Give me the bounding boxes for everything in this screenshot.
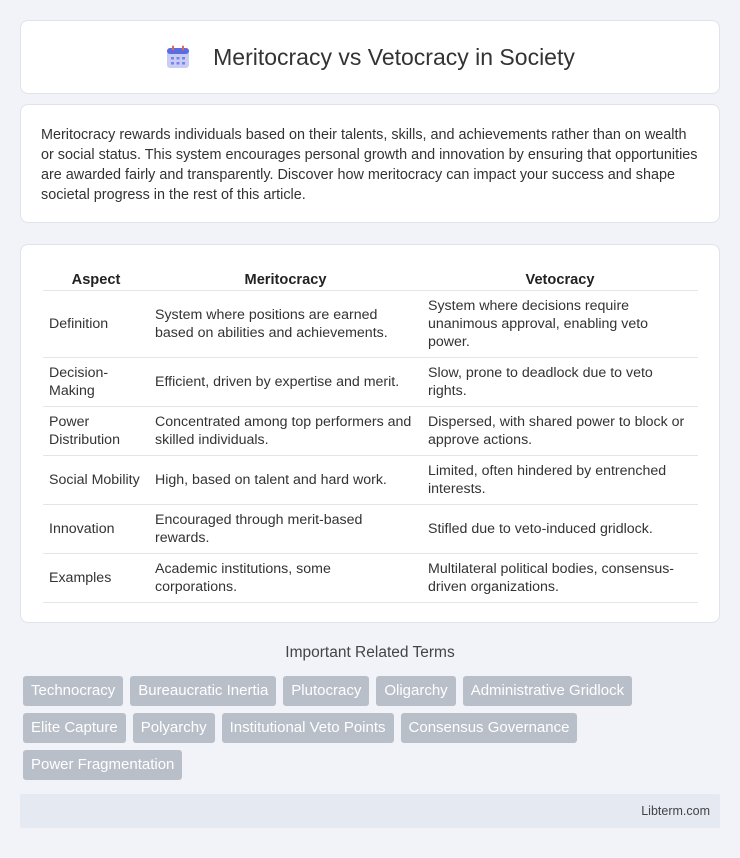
meritocracy-cell: High, based on talent and hard work. xyxy=(149,456,422,505)
header-meritocracy: Meritocracy xyxy=(149,263,422,291)
vetocracy-cell: Slow, prone to deadlock due to veto rights. xyxy=(422,358,698,407)
aspect-cell: Decision-Making xyxy=(43,358,149,407)
related-term-tag[interactable]: Polyarchy xyxy=(133,713,215,743)
related-term-tag[interactable]: Bureaucratic Inertia xyxy=(130,676,276,706)
calendar-icon xyxy=(165,44,191,70)
comparison-table-card xyxy=(20,244,720,623)
related-term-tag[interactable]: Power Fragmentation xyxy=(23,750,182,780)
vetocracy-cell: System where decisions require unanimous approval, enabling veto power. xyxy=(422,291,698,358)
table-row xyxy=(43,358,698,407)
comparison-table xyxy=(43,263,698,603)
meritocracy-cell: System where positions are earned based on abilities and achievements. xyxy=(149,291,422,358)
table-row xyxy=(43,291,698,358)
vetocracy-cell: Stifled due to veto-induced gridlock. xyxy=(422,505,698,554)
vetocracy-cell: Multilateral political bodies, consensus-driven organizations. xyxy=(422,554,698,603)
meritocracy-cell: Academic institutions, some corporations. xyxy=(149,554,422,603)
table-row xyxy=(43,554,698,603)
related-term-tag[interactable]: Technocracy xyxy=(23,676,123,706)
table-row xyxy=(43,456,698,505)
footer-site-link[interactable]: Libterm.com xyxy=(641,804,710,818)
header-vetocracy: Vetocracy xyxy=(422,263,698,291)
page-title: Meritocracy vs Vetocracy in Society xyxy=(213,43,575,70)
table-row xyxy=(43,505,698,554)
footer xyxy=(20,794,720,828)
intro-card xyxy=(20,104,720,223)
related-term-tag[interactable]: Elite Capture xyxy=(23,713,126,743)
title-card xyxy=(20,20,720,94)
table-row xyxy=(43,407,698,456)
aspect-cell: Definition xyxy=(43,291,149,358)
related-terms-title: Important Related Terms xyxy=(285,644,455,661)
related-term-tag[interactable]: Plutocracy xyxy=(283,676,369,706)
intro-text: Meritocracy rewards individuals based on their talents, skills, and achievements rather than on wealth or social status. This system encourages personal growth and innovation by ensuring that opportunities are awarded fairly and transparently. Discover how meritocracy can impact your success and shape societal progress in the rest of this article. xyxy=(41,127,698,203)
aspect-cell: Social Mobility xyxy=(43,456,149,505)
aspect-cell: Power Distribution xyxy=(43,407,149,456)
vetocracy-cell: Dispersed, with shared power to block or approve actions. xyxy=(422,407,698,456)
related-term-tag[interactable]: Consensus Governance xyxy=(401,713,578,743)
related-terms-list xyxy=(23,676,723,787)
meritocracy-cell: Efficient, driven by expertise and merit. xyxy=(149,358,422,407)
table-header-row xyxy=(43,263,698,291)
related-term-tag[interactable]: Administrative Gridlock xyxy=(463,676,632,706)
meritocracy-cell: Encouraged through merit-based rewards. xyxy=(149,505,422,554)
header-aspect: Aspect xyxy=(43,263,149,291)
aspect-cell: Innovation xyxy=(43,505,149,554)
related-term-tag[interactable]: Oligarchy xyxy=(376,676,455,706)
meritocracy-cell: Concentrated among top performers and skilled individuals. xyxy=(149,407,422,456)
vetocracy-cell: Limited, often hindered by entrenched interests. xyxy=(422,456,698,505)
related-term-tag[interactable]: Institutional Veto Points xyxy=(222,713,394,743)
aspect-cell: Examples xyxy=(43,554,149,603)
